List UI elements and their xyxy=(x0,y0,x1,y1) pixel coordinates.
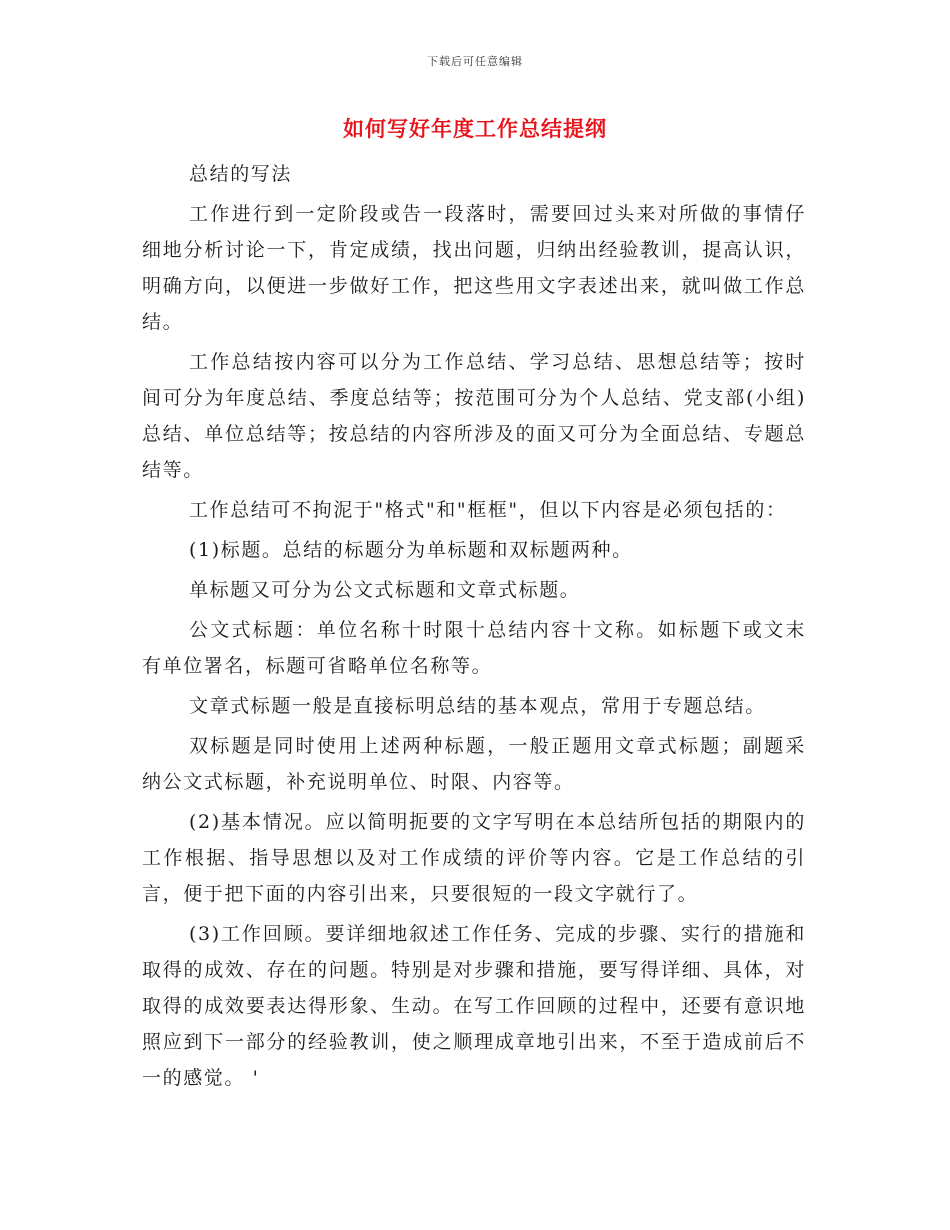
paragraph-section-heading: 总结的写法 xyxy=(189,163,293,185)
paragraph: (1)标题。总结的标题分为单标题和双标题两种。 xyxy=(189,539,633,561)
paragraph: 公文式标题：单位名称十时限十总结内容十文称。如标题下或文末有单位署名，标题可省略单位名称等。 xyxy=(142,619,806,677)
paragraph: (2)基本情况。应以简明扼要的文字写明在本总结所包括的期限内的工作根据、指导思想以及对工作成绩的评价等内容。它是工作总结的引言，便于把下面的内容引出来，只要很短的一段文字就行了。 xyxy=(142,811,806,905)
document-body xyxy=(142,156,806,1100)
paragraph: 双标题是同时使用上述两种标题，一般正题用文章式标题；副题采纳公文式标题，补充说明单位、时限、内容等。 xyxy=(142,735,806,793)
document-title: 如何写好年度工作总结提纲 xyxy=(343,116,607,141)
page-header-note: 下载后可任意编辑 xyxy=(427,55,523,68)
paragraph: 文章式标题一般是直接标明总结的基本观点，常用于专题总结。 xyxy=(189,695,766,717)
paragraph: 工作进行到一定阶段或告一段落时，需要回过头来对所做的事情仔细地分析讨论一下，肯定成绩，找出问题，归纳出经验教训，提高认识，明确方向，以便进一步做好工作，把这些用文字表述出来，就叫做工作总结。 xyxy=(142,203,806,333)
paragraph: 单标题又可分为公文式标题和文章式标题。 xyxy=(189,579,581,601)
paragraph: 工作总结可不拘泥于"格式"和"框框"，但以下内容是必须包括的： xyxy=(189,499,787,521)
paragraph: 工作总结按内容可以分为工作总结、学习总结、思想总结等；按时间可分为年度总结、季度总结等；按范围可分为个人总结、党支部(小组)总结、单位总结等；按总结的内容所涉及的面又可分为全面总结、专题总结等。 xyxy=(142,351,806,481)
paragraph: (3)工作回顾。要详细地叙述工作任务、完成的步骤、实行的措施和取得的成效、存在的问题。特别是对步骤和措施，要写得详细、具体，对取得的成效要表达得形象、生动。在写工作回顾的过程中，还要有意识地照应到下一部分的经验教训，使之顺理成章地引出来，不至于造成前后不一的感觉。 ' xyxy=(142,923,806,1089)
